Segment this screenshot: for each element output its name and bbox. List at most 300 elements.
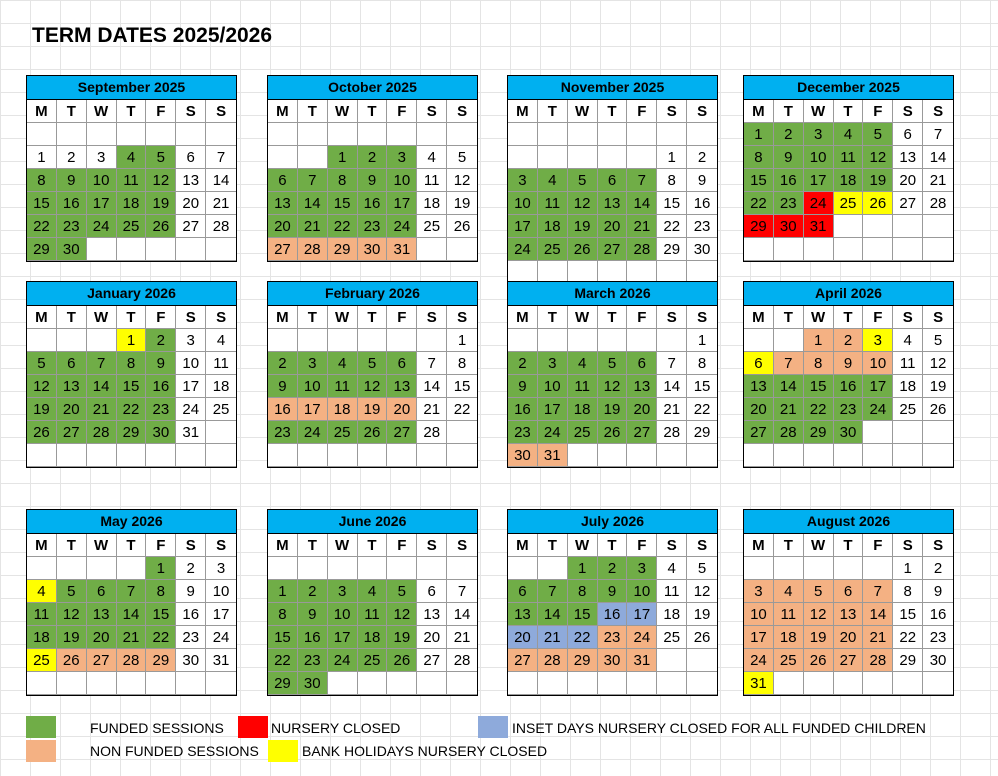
month-header: March 2026 <box>508 282 717 306</box>
weekday-header: S <box>893 306 923 329</box>
empty-cell <box>146 444 176 467</box>
day-cell: 1 <box>146 557 176 580</box>
day-cell: 2 <box>358 146 388 169</box>
day-cell: 16 <box>57 192 87 215</box>
day-cell: 9 <box>268 375 298 398</box>
weekday-header: S <box>687 100 717 123</box>
empty-cell <box>598 672 628 695</box>
day-cell: 28 <box>117 649 147 672</box>
day-cell: 11 <box>568 375 598 398</box>
day-cell: 26 <box>146 215 176 238</box>
empty-cell <box>268 444 298 467</box>
weekday-header: S <box>687 534 717 557</box>
empty-cell <box>744 329 774 352</box>
day-cell: 26 <box>27 421 57 444</box>
day-cell: 4 <box>206 329 236 352</box>
empty-cell <box>863 444 893 467</box>
day-cell: 28 <box>923 192 953 215</box>
weekday-header: S <box>176 306 206 329</box>
empty-cell <box>863 421 893 444</box>
weekday-header: F <box>387 306 417 329</box>
empty-cell <box>417 238 447 261</box>
weekday-header: F <box>146 306 176 329</box>
day-cell: 5 <box>358 352 388 375</box>
month-header: January 2026 <box>27 282 236 306</box>
day-cell: 8 <box>268 603 298 626</box>
day-cell: 23 <box>57 215 87 238</box>
day-cell: 21 <box>657 398 687 421</box>
empty-cell <box>447 238 477 261</box>
day-cell: 2 <box>923 557 953 580</box>
day-cell: 5 <box>687 557 717 580</box>
day-cell: 28 <box>627 238 657 261</box>
weekday-header: W <box>804 534 834 557</box>
day-cell: 10 <box>87 169 117 192</box>
empty-cell <box>598 123 628 146</box>
day-cell: 15 <box>117 375 147 398</box>
empty-cell <box>176 444 206 467</box>
day-cell: 1 <box>687 329 717 352</box>
empty-cell <box>417 557 447 580</box>
empty-cell <box>893 215 923 238</box>
day-cell: 30 <box>774 215 804 238</box>
empty-cell <box>206 672 236 695</box>
empty-cell <box>804 238 834 261</box>
day-cell: 20 <box>387 398 417 421</box>
day-cell: 12 <box>447 169 477 192</box>
day-cell: 20 <box>417 626 447 649</box>
day-cell: 29 <box>804 421 834 444</box>
day-cell: 4 <box>117 146 147 169</box>
day-cell: 31 <box>627 649 657 672</box>
day-cell: 12 <box>57 603 87 626</box>
empty-cell <box>417 444 447 467</box>
day-cell: 20 <box>268 215 298 238</box>
day-cell: 26 <box>863 192 893 215</box>
weekday-header: S <box>206 100 236 123</box>
day-cell: 25 <box>893 398 923 421</box>
day-cell: 14 <box>447 603 477 626</box>
empty-cell <box>27 672 57 695</box>
day-cell: 22 <box>687 398 717 421</box>
day-cell: 27 <box>57 421 87 444</box>
day-cell: 21 <box>627 215 657 238</box>
day-cell: 18 <box>568 398 598 421</box>
month-calendar <box>507 509 718 696</box>
legend-label-closed: NURSERY CLOSED <box>271 720 401 736</box>
legend-label-inset: INSET DAYS NURSERY CLOSED FOR ALL FUNDED CHILDREN <box>512 720 926 736</box>
empty-cell <box>538 123 568 146</box>
weekday-header: T <box>117 306 147 329</box>
empty-cell <box>923 238 953 261</box>
day-cell: 24 <box>206 626 236 649</box>
day-cell: 20 <box>57 398 87 421</box>
day-cell: 19 <box>804 626 834 649</box>
month-calendar <box>26 75 237 262</box>
day-cell: 25 <box>834 192 864 215</box>
day-cell: 9 <box>146 352 176 375</box>
day-cell: 27 <box>417 649 447 672</box>
day-cell: 24 <box>627 626 657 649</box>
empty-cell <box>447 444 477 467</box>
month-calendar <box>267 75 478 262</box>
weekday-header: T <box>598 100 628 123</box>
day-cell: 17 <box>508 215 538 238</box>
empty-cell <box>893 421 923 444</box>
empty-cell <box>146 238 176 261</box>
weekday-header: M <box>27 306 57 329</box>
weekday-header: T <box>598 306 628 329</box>
empty-cell <box>87 557 117 580</box>
day-cell: 11 <box>893 352 923 375</box>
day-cell: 8 <box>893 580 923 603</box>
day-cell: 6 <box>627 352 657 375</box>
legend-swatch-inset <box>478 716 508 738</box>
day-cell: 3 <box>298 352 328 375</box>
day-cell: 10 <box>298 375 328 398</box>
day-cell: 14 <box>863 603 893 626</box>
day-cell: 30 <box>834 421 864 444</box>
day-cell: 7 <box>538 580 568 603</box>
legend-swatch-bank-holiday <box>268 740 298 762</box>
day-cell: 2 <box>774 123 804 146</box>
day-cell: 14 <box>206 169 236 192</box>
day-cell: 29 <box>27 238 57 261</box>
day-cell: 10 <box>804 146 834 169</box>
weekday-header: W <box>328 100 358 123</box>
empty-cell <box>774 329 804 352</box>
weekday-header: S <box>923 306 953 329</box>
weekday-header: F <box>146 534 176 557</box>
day-cell: 17 <box>744 626 774 649</box>
day-cell: 7 <box>627 169 657 192</box>
empty-cell <box>627 672 657 695</box>
day-cell: 20 <box>893 169 923 192</box>
empty-cell <box>206 444 236 467</box>
day-cell: 1 <box>447 329 477 352</box>
empty-cell <box>417 672 447 695</box>
day-cell: 29 <box>687 421 717 444</box>
day-cell: 12 <box>358 375 388 398</box>
day-cell: 24 <box>176 398 206 421</box>
day-cell: 8 <box>568 580 598 603</box>
empty-cell <box>834 672 864 695</box>
weekday-header: S <box>417 534 447 557</box>
empty-cell <box>328 444 358 467</box>
empty-cell <box>834 444 864 467</box>
day-cell: 19 <box>146 192 176 215</box>
day-cell: 6 <box>834 580 864 603</box>
day-cell: 17 <box>863 375 893 398</box>
empty-cell <box>298 557 328 580</box>
day-cell: 3 <box>744 580 774 603</box>
day-cell: 3 <box>508 169 538 192</box>
empty-cell <box>117 557 147 580</box>
day-cell: 20 <box>834 626 864 649</box>
day-cell: 6 <box>268 169 298 192</box>
day-cell: 19 <box>358 398 388 421</box>
day-cell: 13 <box>893 146 923 169</box>
day-cell: 23 <box>834 398 864 421</box>
empty-cell <box>863 238 893 261</box>
day-cell: 26 <box>568 238 598 261</box>
month-grid <box>508 306 717 467</box>
weekday-header: T <box>57 306 87 329</box>
empty-cell <box>206 421 236 444</box>
day-cell: 9 <box>358 169 388 192</box>
weekday-header: S <box>923 534 953 557</box>
weekday-header: S <box>687 306 717 329</box>
empty-cell <box>387 329 417 352</box>
weekday-header: S <box>893 534 923 557</box>
day-cell: 26 <box>687 626 717 649</box>
day-cell: 4 <box>358 580 388 603</box>
empty-cell <box>87 444 117 467</box>
day-cell: 10 <box>863 352 893 375</box>
weekday-header: W <box>568 534 598 557</box>
day-cell: 28 <box>447 649 477 672</box>
empty-cell <box>358 444 388 467</box>
weekday-header: F <box>863 100 893 123</box>
weekday-header: T <box>834 534 864 557</box>
empty-cell <box>206 123 236 146</box>
empty-cell <box>744 444 774 467</box>
day-cell: 14 <box>657 375 687 398</box>
day-cell: 5 <box>923 329 953 352</box>
weekday-header: M <box>268 534 298 557</box>
day-cell: 25 <box>657 626 687 649</box>
day-cell: 22 <box>568 626 598 649</box>
day-cell: 5 <box>27 352 57 375</box>
day-cell: 21 <box>417 398 447 421</box>
day-cell: 23 <box>687 215 717 238</box>
day-cell: 3 <box>804 123 834 146</box>
day-cell: 18 <box>117 192 147 215</box>
day-cell: 29 <box>117 421 147 444</box>
empty-cell <box>893 444 923 467</box>
weekday-header: S <box>417 100 447 123</box>
day-cell: 30 <box>298 672 328 695</box>
legend-swatch-closed <box>238 716 268 738</box>
day-cell: 21 <box>923 169 953 192</box>
day-cell: 10 <box>176 352 206 375</box>
day-cell: 20 <box>598 215 628 238</box>
day-cell: 30 <box>358 238 388 261</box>
day-cell: 16 <box>358 192 388 215</box>
day-cell: 15 <box>568 603 598 626</box>
day-cell: 13 <box>176 169 206 192</box>
weekday-header: F <box>863 306 893 329</box>
weekday-header: F <box>863 534 893 557</box>
empty-cell <box>804 672 834 695</box>
empty-cell <box>863 215 893 238</box>
day-cell: 27 <box>627 421 657 444</box>
month-calendar <box>743 281 954 468</box>
empty-cell <box>358 329 388 352</box>
day-cell: 29 <box>568 649 598 672</box>
month-grid <box>27 100 236 261</box>
day-cell: 15 <box>27 192 57 215</box>
day-cell: 2 <box>146 329 176 352</box>
day-cell: 23 <box>774 192 804 215</box>
day-cell: 6 <box>176 146 206 169</box>
weekday-header: M <box>27 100 57 123</box>
day-cell: 13 <box>598 192 628 215</box>
weekday-header: M <box>508 534 538 557</box>
weekday-header: W <box>87 306 117 329</box>
month-header: April 2026 <box>744 282 953 306</box>
empty-cell <box>834 215 864 238</box>
weekday-header: S <box>447 100 477 123</box>
empty-cell <box>508 672 538 695</box>
day-cell: 4 <box>328 352 358 375</box>
empty-cell <box>568 123 598 146</box>
day-cell: 17 <box>206 603 236 626</box>
day-cell: 11 <box>206 352 236 375</box>
weekday-header: M <box>268 306 298 329</box>
day-cell: 18 <box>358 626 388 649</box>
day-cell: 30 <box>598 649 628 672</box>
weekday-header: F <box>627 534 657 557</box>
day-cell: 16 <box>298 626 328 649</box>
day-cell: 14 <box>117 603 147 626</box>
day-cell: 10 <box>627 580 657 603</box>
day-cell: 18 <box>206 375 236 398</box>
day-cell: 7 <box>447 580 477 603</box>
day-cell: 17 <box>627 603 657 626</box>
day-cell: 2 <box>57 146 87 169</box>
empty-cell <box>834 238 864 261</box>
day-cell: 21 <box>298 215 328 238</box>
weekday-header: T <box>57 100 87 123</box>
day-cell: 9 <box>298 603 328 626</box>
month-grid <box>268 100 477 261</box>
day-cell: 1 <box>568 557 598 580</box>
empty-cell <box>27 557 57 580</box>
day-cell: 13 <box>627 375 657 398</box>
day-cell: 5 <box>804 580 834 603</box>
day-cell: 26 <box>804 649 834 672</box>
day-cell: 12 <box>804 603 834 626</box>
empty-cell <box>627 146 657 169</box>
empty-cell <box>538 557 568 580</box>
day-cell: 18 <box>774 626 804 649</box>
empty-cell <box>568 146 598 169</box>
month-header: August 2026 <box>744 510 953 534</box>
legend-label-bank-holiday: BANK HOLIDAYS NURSERY CLOSED <box>302 743 548 759</box>
day-cell: 9 <box>508 375 538 398</box>
day-cell: 16 <box>146 375 176 398</box>
day-cell: 8 <box>117 352 147 375</box>
day-cell: 21 <box>117 626 147 649</box>
day-cell: 18 <box>417 192 447 215</box>
weekday-header: T <box>298 100 328 123</box>
empty-cell <box>687 672 717 695</box>
day-cell: 6 <box>893 123 923 146</box>
day-cell: 14 <box>87 375 117 398</box>
day-cell: 25 <box>206 398 236 421</box>
day-cell: 27 <box>834 649 864 672</box>
day-cell: 24 <box>744 649 774 672</box>
day-cell: 8 <box>447 352 477 375</box>
month-header: May 2026 <box>27 510 236 534</box>
legend-label-funded: FUNDED SESSIONS <box>90 720 224 736</box>
day-cell: 7 <box>206 146 236 169</box>
day-cell: 10 <box>538 375 568 398</box>
day-cell: 28 <box>298 238 328 261</box>
day-cell: 11 <box>834 146 864 169</box>
day-cell: 6 <box>417 580 447 603</box>
empty-cell <box>117 444 147 467</box>
day-cell: 18 <box>657 603 687 626</box>
empty-cell <box>804 444 834 467</box>
day-cell: 23 <box>358 215 388 238</box>
day-cell: 17 <box>87 192 117 215</box>
day-cell: 9 <box>176 580 206 603</box>
day-cell: 6 <box>508 580 538 603</box>
empty-cell <box>57 329 87 352</box>
day-cell: 19 <box>27 398 57 421</box>
weekday-header: F <box>387 534 417 557</box>
empty-cell <box>774 444 804 467</box>
day-cell: 11 <box>774 603 804 626</box>
day-cell: 13 <box>744 375 774 398</box>
month-header: December 2025 <box>744 76 953 100</box>
day-cell: 12 <box>863 146 893 169</box>
day-cell: 9 <box>57 169 87 192</box>
day-cell: 8 <box>657 169 687 192</box>
day-cell: 31 <box>387 238 417 261</box>
legend-label-non-funded: NON FUNDED SESSIONS <box>90 743 259 759</box>
empty-cell <box>627 123 657 146</box>
empty-cell <box>27 329 57 352</box>
weekday-header: T <box>598 534 628 557</box>
day-cell: 2 <box>176 557 206 580</box>
weekday-header: S <box>417 306 447 329</box>
day-cell: 5 <box>57 580 87 603</box>
day-cell: 11 <box>657 580 687 603</box>
day-cell: 12 <box>923 352 953 375</box>
day-cell: 10 <box>328 603 358 626</box>
weekday-header: M <box>744 534 774 557</box>
day-cell: 6 <box>598 169 628 192</box>
empty-cell <box>744 238 774 261</box>
day-cell: 11 <box>358 603 388 626</box>
day-cell: 5 <box>447 146 477 169</box>
month-header: July 2026 <box>508 510 717 534</box>
day-cell: 13 <box>387 375 417 398</box>
empty-cell <box>923 444 953 467</box>
day-cell: 13 <box>87 603 117 626</box>
day-cell: 5 <box>568 169 598 192</box>
day-cell: 22 <box>447 398 477 421</box>
day-cell: 3 <box>863 329 893 352</box>
day-cell: 17 <box>176 375 206 398</box>
empty-cell <box>146 672 176 695</box>
empty-cell <box>657 329 687 352</box>
legend-swatch-funded <box>26 716 56 738</box>
empty-cell <box>508 146 538 169</box>
day-cell: 16 <box>923 603 953 626</box>
day-cell: 22 <box>328 215 358 238</box>
day-cell: 7 <box>923 123 953 146</box>
day-cell: 19 <box>447 192 477 215</box>
day-cell: 30 <box>57 238 87 261</box>
month-calendar <box>507 75 718 285</box>
weekday-header: F <box>627 306 657 329</box>
empty-cell <box>328 672 358 695</box>
month-grid <box>268 534 477 695</box>
